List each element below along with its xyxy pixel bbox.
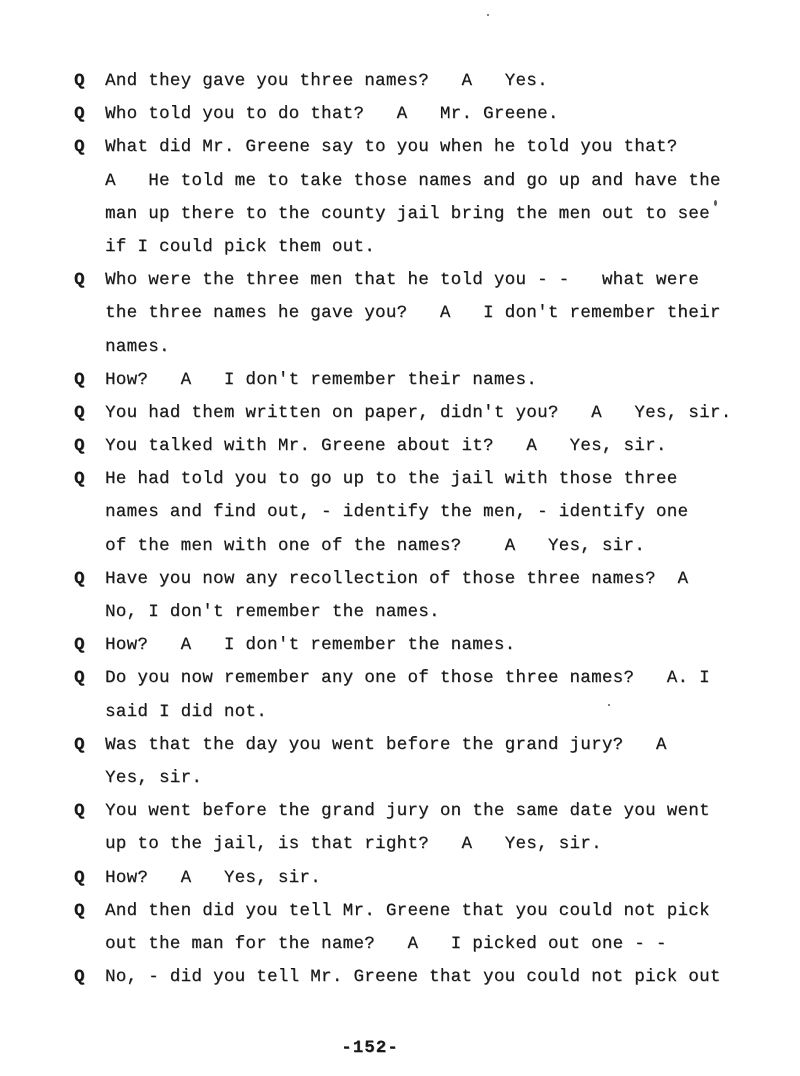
transcript-line-text: said I did not. — [105, 701, 268, 722]
transcript-line-text: No, I don't remember the names. — [105, 602, 440, 622]
transcript-line — [74, 403, 750, 436]
transcript-line — [74, 536, 750, 569]
transcript-line-text: How? A Yes, sir. — [105, 867, 322, 888]
transcript-line — [74, 370, 750, 403]
transcript-line — [74, 237, 750, 270]
transcript-line-text: up to the jail, is that right? A Yes, sir. — [105, 834, 602, 855]
transcript-line-text: And they gave you three names? A Yes. — [105, 71, 548, 91]
transcript-line — [74, 702, 750, 735]
scan-speck — [608, 704, 610, 706]
speaker-marker: Q — [74, 668, 85, 689]
page-number: -152- — [341, 1038, 399, 1058]
speaker-marker: Q — [74, 270, 85, 291]
transcript-line-text: Who told you to do that? A Mr. Greene. — [105, 104, 559, 125]
transcript-line — [74, 436, 750, 469]
transcript-line-text: A He told me to take those names and go up and have the — [105, 170, 721, 191]
speaker-marker: Q — [74, 469, 85, 490]
transcript-line-text: No, - did you tell Mr. Greene that you could not pick out — [105, 967, 721, 988]
transcript-line — [74, 934, 750, 967]
speaker-marker: Q — [74, 568, 85, 589]
transcript-line — [74, 469, 750, 502]
speaker-marker: Q — [74, 402, 85, 423]
transcript-line-text: if I could pick them out. — [105, 236, 376, 257]
scan-speck — [714, 200, 717, 206]
transcript-line — [74, 303, 750, 336]
transcript-line — [74, 735, 750, 768]
speaker-marker: Q — [74, 867, 85, 888]
transcript-line-text: He had told you to go up to the jail with those three — [105, 469, 678, 490]
transcript-line — [74, 104, 750, 137]
speaker-marker: Q — [74, 71, 85, 91]
transcript-line-text: Was that the day you went before the grand jury? A — [105, 734, 667, 755]
transcript-line-text: Do you now remember any one of those three names? A. I — [105, 668, 710, 689]
transcript-line-text: You went before the grand jury on the same date you went — [105, 801, 710, 822]
transcript-line — [74, 967, 750, 1000]
transcript-body — [74, 71, 750, 1000]
speaker-marker: Q — [74, 137, 85, 158]
speaker-marker: Q — [74, 635, 85, 656]
transcript-line-text: man up there to the county jail bring the men out to see — [105, 203, 710, 224]
transcript-line-text: names. — [105, 336, 170, 357]
transcript-line — [74, 204, 750, 237]
transcript-line-text: You talked with Mr. Greene about it? A Yes, sir. — [105, 436, 667, 457]
transcript-line — [74, 602, 750, 635]
scan-speck — [487, 14, 489, 16]
speaker-marker: Q — [74, 734, 85, 755]
transcript-line — [74, 834, 750, 867]
transcript-line-text: names and find out, - identify the men, - identify one — [105, 502, 689, 523]
transcript-line-text: How? A I don't remember the names. — [105, 635, 516, 656]
transcript-line — [74, 569, 750, 602]
speaker-marker: Q — [74, 900, 85, 921]
transcript-line — [74, 801, 750, 834]
transcript-line-text: What did Mr. Greene say to you when he told you that? — [105, 137, 678, 158]
transcript-line-text: You had them written on paper, didn't you? A Yes, sir. — [105, 402, 732, 423]
speaker-marker: Q — [74, 967, 85, 988]
transcript-line-text: of the men with one of the names? A Yes, sir. — [105, 535, 646, 556]
transcript-line — [74, 137, 750, 170]
transcript-line — [74, 171, 750, 204]
transcript-line — [74, 901, 750, 934]
transcript-line — [74, 635, 750, 668]
transcript-line-text: out the man for the name? A I picked out one - - — [105, 933, 667, 954]
speaker-marker: Q — [74, 369, 85, 390]
speaker-marker: Q — [74, 104, 85, 125]
transcript-line — [74, 270, 750, 303]
transcript-line-text: And then did you tell Mr. Greene that you could not pick — [105, 900, 710, 921]
transcript-line-text: How? A I don't remember their names. — [105, 369, 538, 390]
transcript-line-text: the three names he gave you? A I don't remember their — [105, 303, 721, 324]
transcript-line — [74, 71, 750, 104]
speaker-marker: Q — [74, 801, 85, 822]
transcript-line — [74, 868, 750, 901]
transcript-line-text: Yes, sir. — [105, 767, 203, 788]
transcript-line — [74, 768, 750, 801]
transcript-line — [74, 668, 750, 701]
speaker-marker: Q — [74, 436, 85, 457]
transcript-line — [74, 502, 750, 535]
transcript-line-text: Who were the three men that he told you - - what were — [105, 270, 700, 291]
transcript-line-text: Have you now any recollection of those three names? A — [105, 568, 689, 589]
transcript-line — [74, 337, 750, 370]
